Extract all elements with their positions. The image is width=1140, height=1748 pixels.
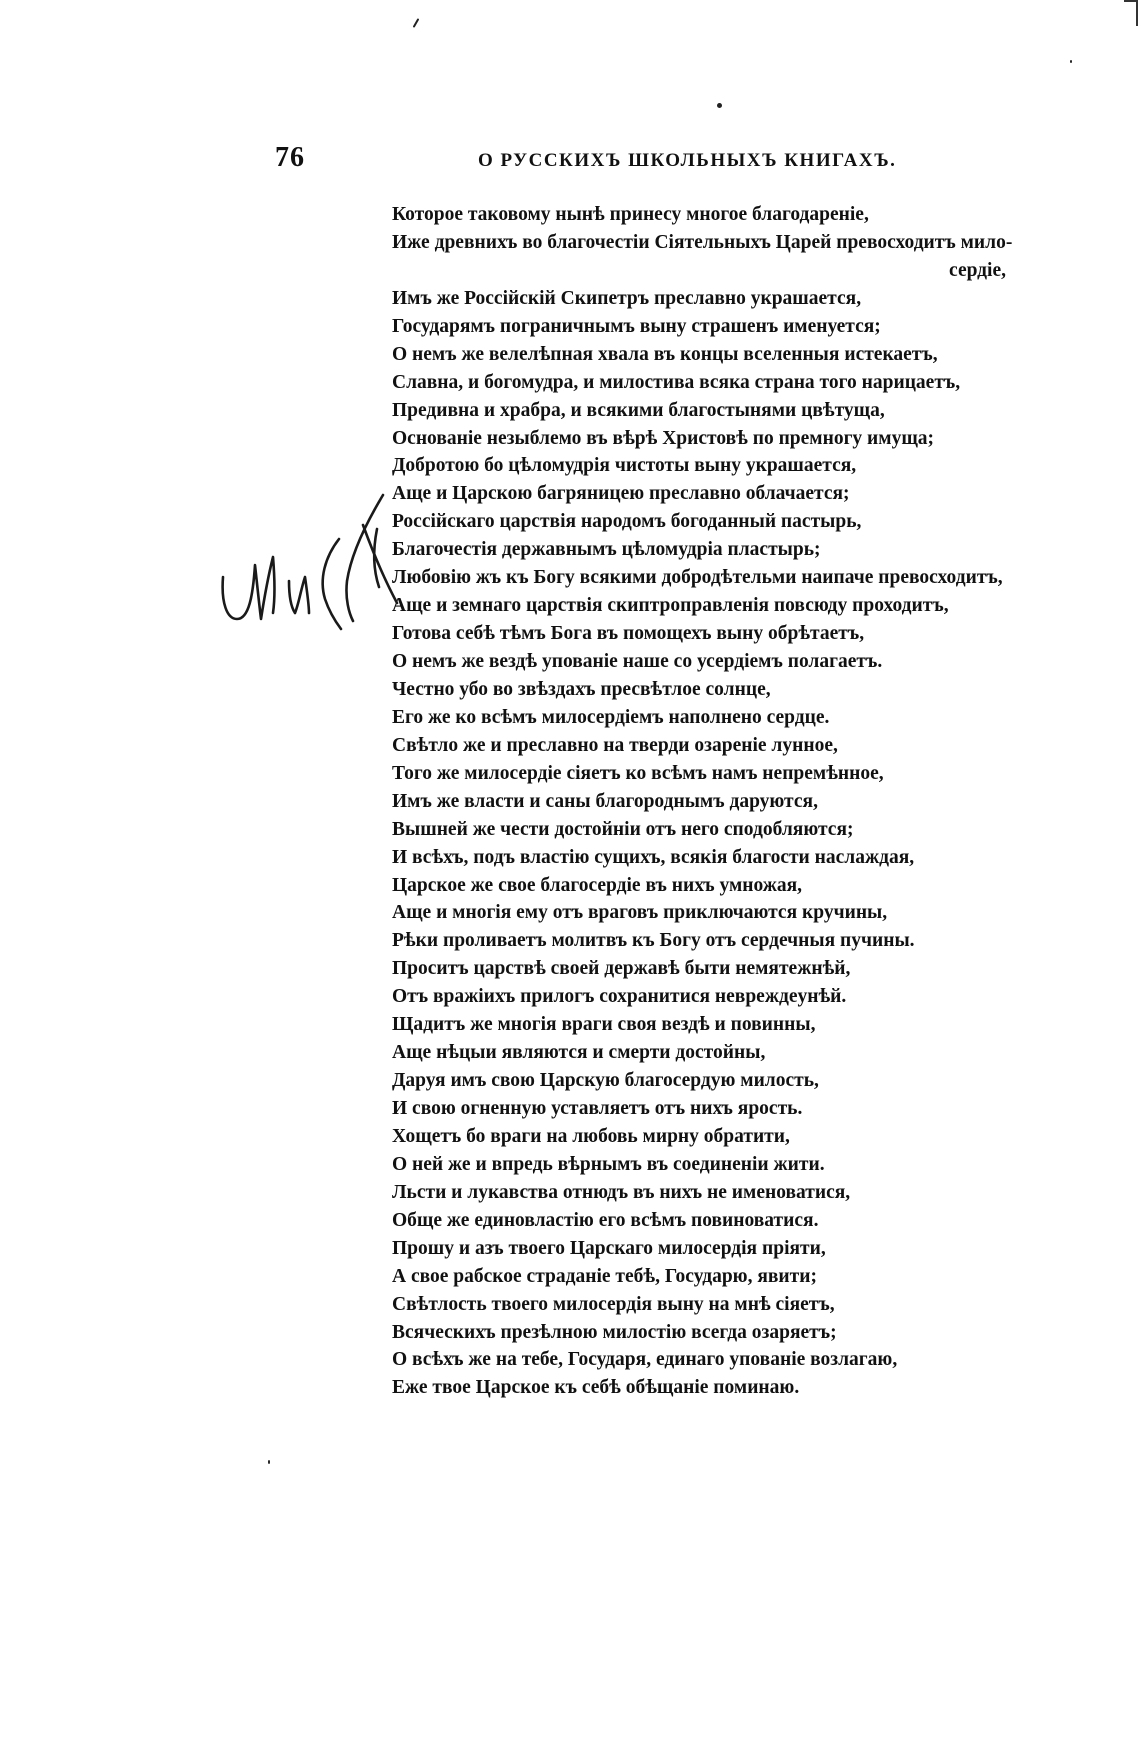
ink-speck bbox=[268, 1460, 270, 1464]
poem-line: О немъ же велелѣпная хвала въ концы вселенныя истекаетъ, bbox=[392, 343, 938, 365]
handwritten-margin-note bbox=[215, 485, 405, 645]
poem-line: Хощетъ бо враги на любовь мирну обратити, bbox=[392, 1125, 790, 1147]
poem-text bbox=[392, 201, 1062, 1402]
poem-line: Проситъ царствѣ своей державѣ быти немятежнѣй, bbox=[392, 958, 851, 980]
poem-line: Даруя имъ свою Царскую благосердую милость, bbox=[392, 1070, 819, 1092]
page-number: 76 bbox=[275, 142, 305, 173]
poem-line: Еже твое Царское къ себѣ обѣщаніе поминаю. bbox=[392, 1377, 800, 1399]
poem-line: Прошу и азъ твоего Царскаго милосердія пріяти, bbox=[392, 1237, 826, 1259]
poem-line: О ней же и впредь вѣрнымъ въ соединеніи жити. bbox=[392, 1153, 825, 1175]
poem-line: Аще и Царскою багряницею преславно облачается; bbox=[392, 483, 850, 505]
pencil-stroke bbox=[323, 539, 341, 629]
poem-line: И свою огненную уставляетъ отъ нихъ ярость. bbox=[392, 1098, 803, 1119]
poem-line-continuation: сердіе, bbox=[949, 259, 1006, 281]
poem-line: Того же милосердіе сіяетъ ко всѣмъ намъ непремѣнное, bbox=[392, 762, 884, 784]
pencil-stroke bbox=[346, 495, 383, 621]
poem-line: Свѣтлость твоего милосердія выну на мнѣ сіяетъ, bbox=[392, 1293, 835, 1315]
poem-line: Щадитъ же многія враги своя вездѣ и повинны, bbox=[392, 1014, 816, 1036]
poem-line: Честно убо во звѣздахъ пресвѣтлое солнце, bbox=[392, 678, 771, 700]
poem-line: И всѣхъ, подъ властію сущихъ, всякія благости наслаждая, bbox=[392, 846, 915, 868]
scan-corner-mark bbox=[1124, 0, 1138, 26]
poem-line: О всѣхъ же на тебе, Государя, единаго упованіе возлагаю, bbox=[392, 1349, 898, 1371]
poem-line: Государямъ пограничнымъ выну страшенъ именуется; bbox=[392, 315, 881, 337]
ink-speck bbox=[413, 18, 420, 28]
poem-line: Рѣки проливаетъ молитвъ къ Богу отъ сердечныя пучины. bbox=[392, 930, 915, 952]
poem-line: Добротою бо цѣломудрія чистоты выну украшается, bbox=[392, 455, 857, 477]
poem-line: Отъ вражіихъ прилогъ сохранитися невреждеyнѣй. bbox=[392, 986, 847, 1008]
ink-speck bbox=[1070, 60, 1072, 63]
poem-line: Основаніе незыблемо въ вѣрѣ Христовѣ по премногу имуща; bbox=[392, 427, 935, 449]
pencil-stroke bbox=[289, 577, 309, 613]
poem-line: Имъ же Россійскій Скипетръ преславно украшается, bbox=[392, 287, 862, 309]
poem-line: Иже древнихъ во благочестіи Сіятельныхъ Царей превосходитъ мило- bbox=[392, 231, 1013, 253]
poem-line: Его же ко всѣмъ милосердіемъ наполнено сердце. bbox=[392, 706, 830, 728]
poem-line: Аще и земнаго царствія скиптроправленія повсюду проходитъ, bbox=[392, 595, 949, 617]
poem-line: Аще и многія ему отъ враговъ приключаются кручины, bbox=[392, 902, 888, 924]
poem-line: Предивна и храбра, и всякими благостынями цвѣтуща, bbox=[392, 399, 885, 421]
poem-line: Свѣтло же и преславно на тверди озареніе лунное, bbox=[392, 734, 838, 756]
poem-line: А свое рабское страданіе тебѣ, Государю, явити; bbox=[392, 1265, 817, 1287]
running-title: О РУССКИХЪ ШКОЛЬНЫХЪ КНИГАХЪ. bbox=[478, 150, 897, 171]
poem-line: Аще нѣцыи являются и смерти достойны, bbox=[392, 1042, 766, 1064]
poem-line: Славна, и богомудра, и милостива всяка страна того нарицаетъ, bbox=[392, 371, 961, 393]
poem-line: Которое таковому нынѣ принесу многое благодареніе, bbox=[392, 204, 869, 225]
poem-line: Готова себѣ тѣмъ Бога въ помощехъ выну обрѣтаетъ, bbox=[392, 623, 865, 645]
poem-line: Всяческихъ презѣлною милостію всегда озаряетъ; bbox=[392, 1321, 837, 1343]
poem-line: Вышней же чести достойніи отъ него сподобляются; bbox=[392, 818, 854, 840]
poem-line: Россійскаго царствія народомъ богоданный пастырь, bbox=[392, 511, 862, 533]
poem-line: Имъ же власти и саны благороднымъ даруются, bbox=[392, 790, 818, 812]
pencil-stroke bbox=[223, 557, 275, 619]
ink-speck bbox=[717, 103, 722, 108]
poem-line: Царское же свое благосердіе въ нихъ умножая, bbox=[392, 874, 803, 896]
poem-line: Любовію жъ къ Богу всякими добродѣтельми наипаче превосходитъ, bbox=[392, 567, 1003, 589]
poem-line: Обще же единовластію его всѣмъ повиноватися. bbox=[392, 1209, 819, 1231]
poem-line: О немъ же вездѣ упованіе наше со усердіемъ полагаетъ. bbox=[392, 651, 883, 672]
poem-line: Льсти и лукавства отнюдъ въ нихъ не именоватися, bbox=[392, 1181, 851, 1203]
poem-line: Благочестія державнымъ цѣломудріа пластырь; bbox=[392, 539, 821, 561]
pencil-stroke bbox=[363, 525, 397, 603]
